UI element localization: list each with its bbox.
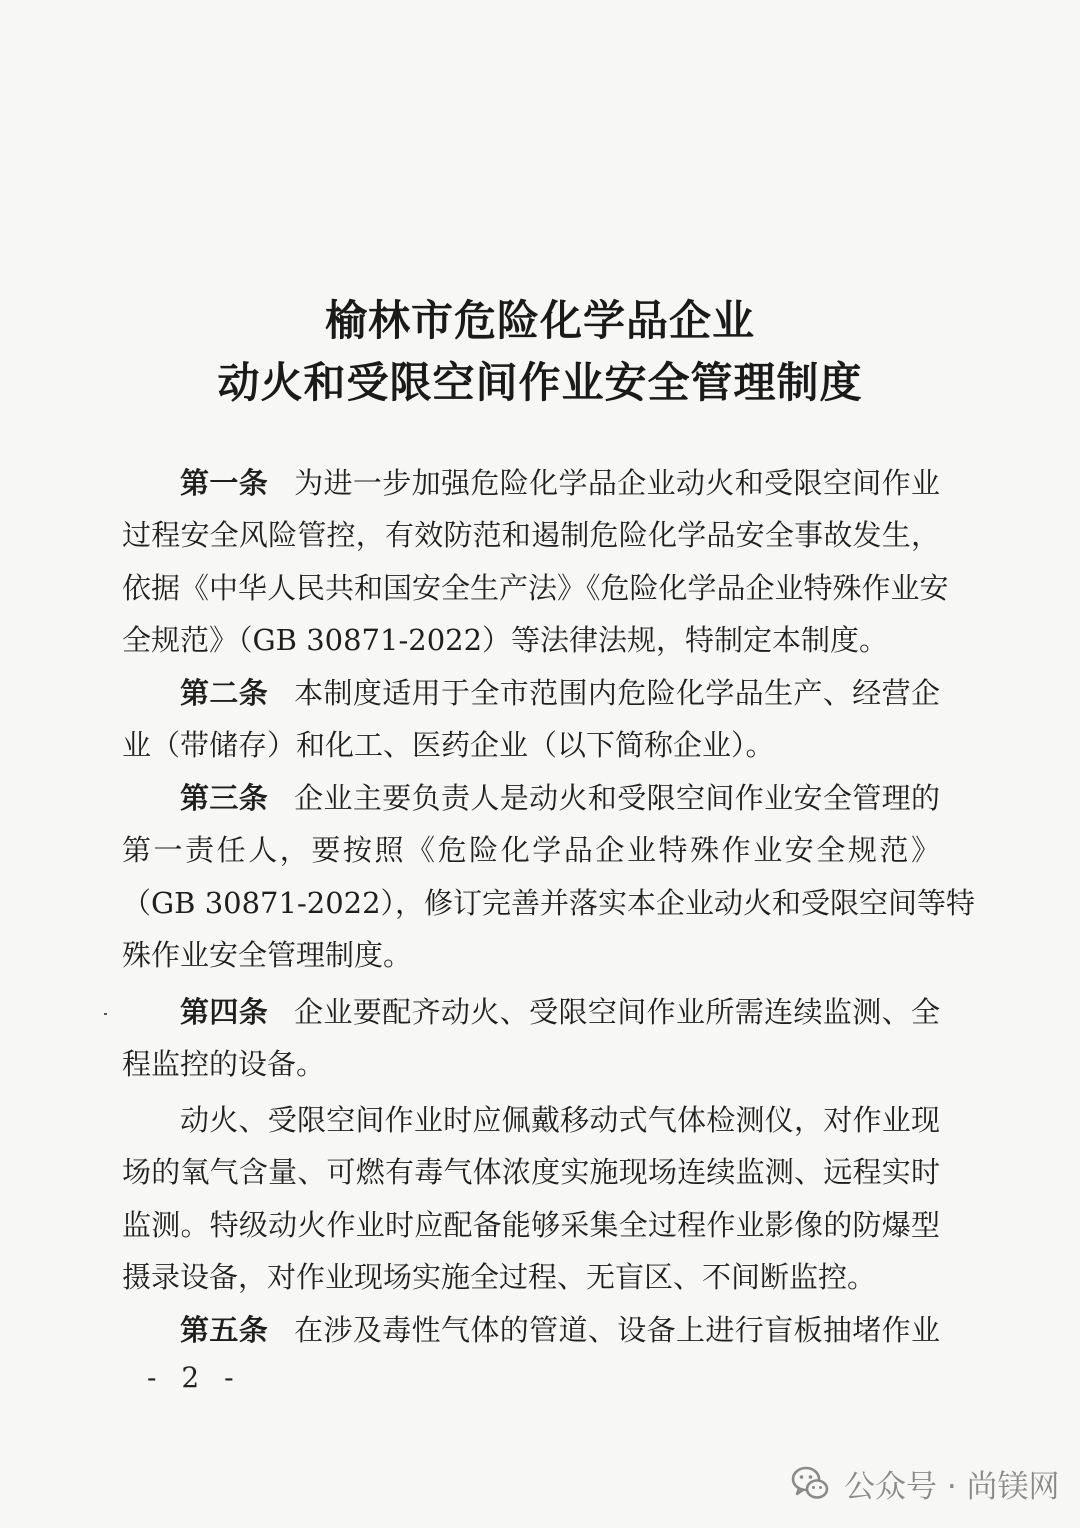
article-1-label: 第一条 <box>180 466 269 500</box>
scan-speck <box>104 1013 107 1015</box>
article-4-text-1: 企业要配齐动火、受限空间作业所需连续监测、全 <box>294 995 940 1029</box>
article-5-label: 第五条 <box>180 1313 269 1347</box>
article-4-label: 第四条 <box>180 995 269 1029</box>
article-5-line-1 <box>180 1310 940 1350</box>
document-title-line-1: 榆林市危险化学品企业 <box>324 296 755 345</box>
article-3-line-4: 殊作业安全管理制度。 <box>122 938 413 972</box>
article-4-paragraph-2-line-4: 摄录设备，对作业现场实施全过程、无盲区、不间断监控。 <box>122 1260 877 1294</box>
article-3-label: 第三条 <box>180 781 269 815</box>
article-3-line-2: 第一责任人，要按照《危险化学品企业特殊作业安全规范》 <box>122 833 940 867</box>
article-4-paragraph-2-line-1: 动火、受限空间作业时应佩戴移动式气体检测仪，对作业现 <box>180 1103 940 1137</box>
article-4-line-1 <box>180 992 940 1032</box>
article-1-line-1 <box>180 463 940 503</box>
article-4-line-2: 程监控的设备。 <box>122 1047 326 1081</box>
article-1-text-1: 为进一步加强危险化学品企业动火和受限空间作业 <box>294 466 940 500</box>
article-2-label: 第二条 <box>180 676 269 710</box>
article-1-line-3: 依据《中华人民共和国安全生产法》《危险化学品企业特殊作业安 <box>122 571 949 605</box>
article-4-paragraph-2-line-3: 监测。特级动火作业时应配备能够采集全过程作业影像的防爆型 <box>122 1208 940 1242</box>
article-5-text-1: 在涉及毒性气体的管道、设备上进行盲板抽堵作业 <box>294 1313 940 1347</box>
article-2-text-1: 本制度适用于全市范围内危险化学品生产、经营企 <box>294 676 940 710</box>
article-3-line-3: （GB 30871-2022），修订完善并落实本企业动火和受限空间等特 <box>122 886 976 920</box>
watermark-text: 公众号 · 尚镁网 <box>844 1468 1060 1505</box>
article-3-line-1 <box>180 778 940 818</box>
article-2-line-1 <box>180 673 940 713</box>
article-1-line-4: 全规范》（GB 30871-2022）等法律法规，特制定本制度。 <box>122 623 889 657</box>
article-2-line-2: 业（带储存）和化工、医药企业（以下简称企业）。 <box>122 728 775 762</box>
watermark <box>790 1456 1060 1510</box>
document-title-line-2: 动火和受限空间作业安全管理制度 <box>217 358 863 407</box>
wechat-icon <box>790 1463 830 1503</box>
page-number: - 2 - <box>147 1361 242 1394</box>
article-4-paragraph-2-line-2: 场的氧气含量、可燃有毒气体浓度实施现场连续监测、远程实时 <box>122 1155 940 1189</box>
article-1-line-2: 过程安全风险管控，有效防范和遏制危险化学品安全事故发生， <box>122 518 940 552</box>
article-3-text-1: 企业主要负责人是动火和受限空间作业安全管理的 <box>294 781 940 815</box>
